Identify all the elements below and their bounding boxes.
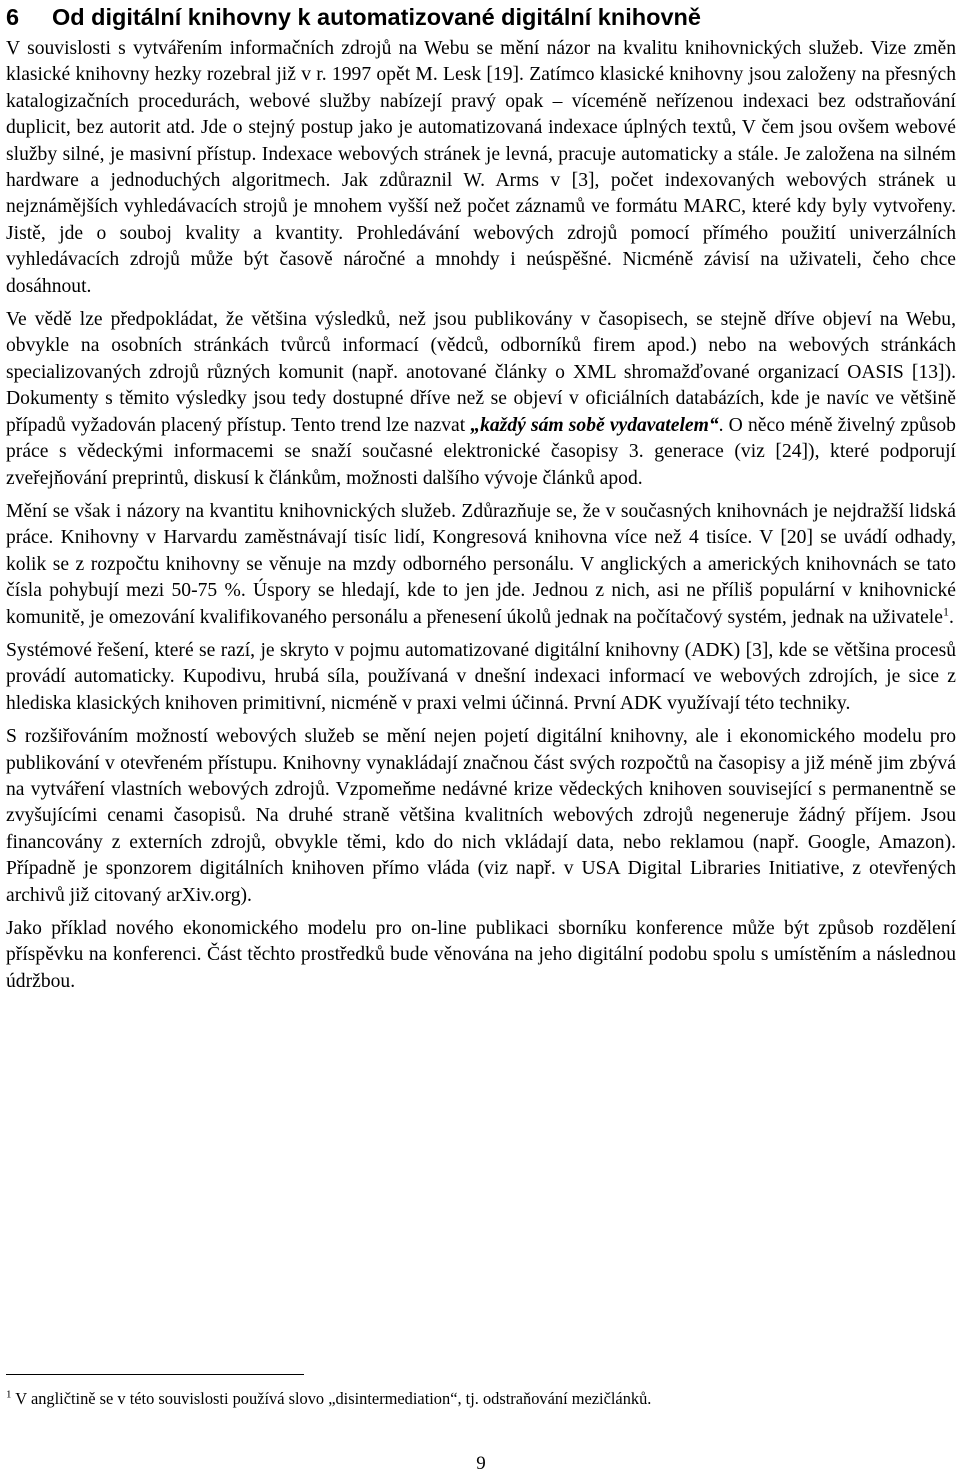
section-heading [6, 2, 956, 32]
footnote-divider [6, 1374, 304, 1375]
paragraph-2: Ve vědě lze předpokládat, že většina výsledků, než jsou publikovány v časopisech, se stejně dříve objeví na Webu, obvykle na osobních stránkách tvůrců informací (vědců, odborníků firem apod.) nebo na webových stránkách specializovaných zdrojů různých komunit (např. anotované články o XML shromažďované organizací OASIS [13]). Dokumenty s těmito výsledky jsou tedy dostupné dříve než se objeví v oficiálních databázích, kde je navíc ve většině případů vyžadován placený přístup. Tento trend lze nazvat „každý sám sobě vydavatelem“. O něco méně živelný způsob práce s vědeckými informacemi se snaží současné elektronické časopisy 3. generace (viz [24]), které podporují zveřejňování preprintů, diskusí k článkům, možnosti dalšího vývoje článků apod. [6, 309, 956, 489]
paragraph-5: S rozšiřováním možností webových služeb se mění nejen pojetí digitální knihovny, ale i ekonomického modelu pro publikování v otevřeném přístupu. Knihovny vynakládají značnou část svých rozpočtů na časopisy a již méně jim zbývá na vytváření vlastních webových zdrojů. Vzpomeňme nedávné krize vědeckých knihoven související s permanentně se zvyšujícími cenami časopisů. Na druhé straně většina kvalitních webových zdrojů negeneruje žádný příjem. Jsou financovány z externích zdrojů, obvykle těmi, kdo do nich vkládají data, nebo reklamou (např. Google, Amazon). Případně je sponzorem digitálních knihoven přímo vláda (viz např. v USA Digital Libraries Initiative, z otevřených archivů již citovaný arXiv.org). [6, 726, 956, 906]
section-number: 6 [6, 4, 20, 30]
emphasized-phrase: „každý sám sobě vydavatelem“ [470, 414, 719, 436]
paragraph-3: Mění se však i názory na kvantitu knihovnických služeb. Zdůrazňuje se, že v současných knihovnách je nejdražší lidská práce. Knihovny v Harvardu zaměstnávají tisíc lidí, Kongresová knihovna více než 4 tisíce. V [20] se uvádí odhady, kolik se z rozpočtu knihovny se věnuje na mzdy odborného personálu. V anglických a amerických knihovnách se tato čísla pohybují mezi 50-75 %. Úspory se hledají, kde to jen jde. Jednou z nich, asi ne příliš populární v knihovnické komunitě, je omezování kvalifikovaného personálu a přenesení úkolů jednak na počítačový systém, jednak na uživatele$^1$. [6, 500, 956, 628]
paragraph-6: Jako příklad nového ekonomického modelu pro on-line publikaci sborníku konference může být způsob rozdělení příspěvku na konferenci. Část těchto prostředků bude věnována na jeho digitální podobu spolu s umístěním a následnou údržbou. [6, 918, 956, 992]
page-number: 9 [476, 1453, 486, 1474]
footnote-text: V angličtině se v této souvislosti používá slovo „disintermediation“, tj. odstraňování mezičlánků. [11, 1389, 652, 1408]
footnote [6, 1388, 956, 1410]
footnote-mark: 1 [6, 1388, 12, 1401]
body-text [6, 36, 956, 995]
paragraph-1: V souvislosti s vytvářením informačních zdrojů na Webu se mění názor na kvalitu knihovnických služeb. Vize změn klasické knihovny hezky rozebral již v r. 1997 opět M. Lesk [19]. Zatímco klasické knihovny jsou založeny na přesných katalogizačních procedurách, webové služby nabízejí pravý opak – víceméně neřízenou indexaci bez odstraňování duplicit, bez autorit atd. Jde o stejný postup jako je automatizovaná indexace úplných textů, V čem jsou ovšem webové služby silné, je masivní přístup. Indexace webových stránek je levná, pracuje automaticky a stále. Je založena na silném hardware a jednoduchých algoritmech. Jak zdůraznil W. Arms v [3], počet indexovaných webových stránek u nejznámějších vyhledávacích strojů je mnohem vyšší než počet záznamů ve formátu MARC, které kdy byly vytvořeny. Jistě, jde o souboj kvality a kvantity. Prohledávání webových zdrojů pomocí přímého použití univerzálních vyhledávacích zdrojů může být časově náročné a mnohdy i neúspěšné. Nicméně závisí na uživateli, čeho chce dosáhnout. [6, 38, 956, 297]
section-title: Od digitální knihovny k automatizované digitální knihovně [52, 4, 701, 30]
paragraph-4: Systémové řešení, které se razí, je skryto v pojmu automatizované digitální knihovny (ADK) [3], kde se většina procesů provádí automaticky. Kupodivu, hrubá síla, používaná v dnešní indexaci informací ve webových zdrojích, je sice z hlediska klasických knihoven primitivní, nicméně v praxi velmi účinná. První ADK využívají této techniky. [6, 639, 956, 714]
footnote-reference[interactable]: 1 [942, 604, 949, 618]
